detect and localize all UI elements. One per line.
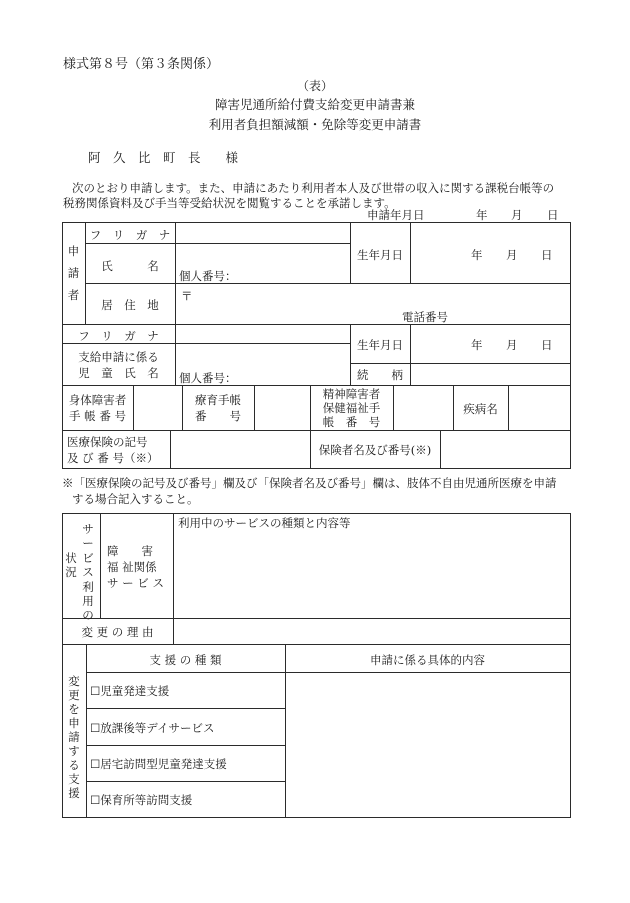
title-line-2: 利用者負担額減額・免除等変更申請書 <box>208 117 422 132</box>
change-support-char-5: 請 <box>68 730 80 745</box>
change-reason-label: 変 更 の 理 由 <box>81 625 154 639</box>
application-date-year: 年 <box>476 208 488 222</box>
physical-cert-label-2: 手 帳 番 号 <box>69 409 126 423</box>
applicant-furigana-label: フ リ ガ ナ <box>89 228 171 242</box>
note-line-1: ※「医療保険の記号及び番号」欄及び「保険者名及び番号」欄は、肢体不自由児通所医療を申請 <box>62 476 557 490</box>
insurance-symbol-label-1: 医療保険の記号 <box>67 435 148 449</box>
side-label: （表） <box>296 79 333 93</box>
service-category-line-1: 障 害 <box>107 544 153 558</box>
applicant-birth-month: 月 <box>506 248 518 262</box>
applicant-birth-year: 年 <box>471 248 483 262</box>
service-category-line-2: 福 祉関係 <box>107 560 157 574</box>
applicant-char-3: 者 <box>67 287 80 302</box>
service-usage-status-char-2: 況 <box>65 564 77 579</box>
insurer-label: 保険者名及び番号(※) <box>318 443 432 457</box>
intro-line-2: 税務関係資料及び手当等受給状況を閲覧することを承諾します。 <box>63 196 396 210</box>
service-usage-status-char-1: 状 <box>65 551 77 565</box>
rehab-cert-label-2: 番 号 <box>195 409 241 423</box>
insurance-symbol-label-2: 及 び 番 号（※） <box>67 451 159 465</box>
service-content-label: 利用中のサービスの種類と内容等 <box>178 516 351 530</box>
service-usage-char-1: サ <box>82 522 94 536</box>
change-support-char-3: を <box>68 702 80 717</box>
applicant-personal-number-label: 個人番号： <box>179 269 237 283</box>
change-support-char-1: 変 <box>68 674 80 688</box>
service-usage-char-3: ビ <box>82 550 94 565</box>
mental-cert-label-1: 精神障害者 <box>322 387 381 401</box>
note-line-2: する場合記入すること。 <box>72 492 199 506</box>
service-usage-label-col-b <box>62 552 80 580</box>
title-line-1: 障害児通所給付費支給変更申請書兼 <box>214 97 415 112</box>
service-usage-label-col-a <box>78 522 98 623</box>
support-option-nursery-visit-support[interactable]: ☐保育所等訪問支援 <box>90 793 193 807</box>
physical-cert-label-1: 身体障害者 <box>68 393 127 407</box>
application-date-label: 申請年月日 <box>367 208 425 222</box>
support-option-home-visit-development[interactable]: ☐居宅訪問型児童発達支援 <box>90 757 227 771</box>
mental-cert-label-3: 帳 番 号 <box>322 415 381 429</box>
service-usage-char-5: 利 <box>82 579 94 594</box>
application-date-day: 日 <box>547 208 559 222</box>
phone-label: 電話番号 <box>402 310 448 324</box>
child-birth-day: 日 <box>541 338 553 352</box>
support-content-header: 申請に係る具体的内容 <box>370 653 485 667</box>
support-type-header: 支 援 の 種 類 <box>149 653 222 667</box>
support-option-child-development[interactable]: ☐児童発達支援 <box>90 684 170 698</box>
service-category-line-3: サ ー ビ ス <box>107 576 164 590</box>
child-furigana-label: フ リ ガ ナ <box>78 329 159 343</box>
service-usage-char-4: ス <box>82 565 94 580</box>
applicant-group-label <box>62 241 85 307</box>
child-birth-year: 年 <box>471 338 483 352</box>
service-usage-char-7: の <box>82 608 94 623</box>
service-usage-char-6: 用 <box>82 593 94 608</box>
postal-mark: 〒 <box>181 289 193 303</box>
applicant-birth-label: 生年月日 <box>357 248 403 262</box>
child-relationship-label: 続 柄 <box>357 368 403 382</box>
change-support-char-7: る <box>68 758 80 773</box>
change-support-char-8: 支 <box>68 772 80 787</box>
child-name-label-line-2: 児 童 氏 名 <box>78 366 159 380</box>
addressee: 阿 久 比 町 長 様 <box>88 150 239 165</box>
support-option-after-school-day-service[interactable]: ☐放課後等デイサービス <box>90 721 215 735</box>
disease-label: 疾病名 <box>463 402 498 416</box>
change-support-side-label <box>62 674 86 800</box>
applicant-name-label: 氏 名 <box>101 259 159 273</box>
application-date-month: 月 <box>511 208 523 222</box>
change-support-char-9: 援 <box>68 786 80 801</box>
intro-line-1: 次のとおり申請します。また、申請にあたり利用者本人及び世帯の収入に関する課税台帳等の <box>72 181 555 195</box>
child-name-label-line-1: 支給申請に係る <box>78 350 159 364</box>
child-birth-month: 月 <box>506 338 518 352</box>
form-number: 様式第８号（第３条関係） <box>63 57 220 72</box>
applicant-char-2: 請 <box>67 265 80 280</box>
applicant-char-1: 申 <box>67 244 80 258</box>
applicant-address-label: 居 住 地 <box>101 298 159 312</box>
mental-cert-label-2: 保健福祉手 <box>322 401 381 415</box>
change-support-char-2: 更 <box>68 688 80 703</box>
rehab-cert-label-1: 療育手帳 <box>195 393 241 407</box>
change-support-char-6: す <box>68 744 80 759</box>
applicant-birth-day: 日 <box>541 248 553 262</box>
change-support-char-4: 申 <box>68 716 80 731</box>
service-usage-char-2: ー <box>82 536 94 551</box>
child-personal-number-label: 個人番号： <box>179 371 237 385</box>
child-birth-label: 生年月日 <box>357 338 403 352</box>
